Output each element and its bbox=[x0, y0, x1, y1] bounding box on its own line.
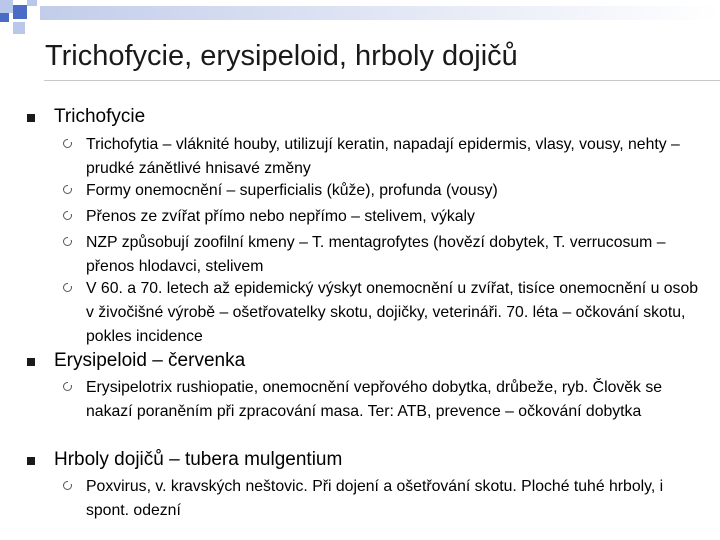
list-item bbox=[86, 179, 706, 203]
list-item-text: Erysipelotrix rushiopatie, onemocnění vepřového dobytka, drůbeže, ryb. Člověk se nakazí poraněním při zpracování masa. Ter: ATB, prevence – očkování dobytka bbox=[86, 379, 663, 420]
list-item bbox=[86, 133, 706, 181]
square-bullet-icon bbox=[27, 457, 35, 465]
ring-bullet-icon bbox=[63, 283, 72, 292]
section-hrboly bbox=[54, 449, 342, 471]
list-item bbox=[86, 205, 706, 229]
ring-bullet-icon bbox=[63, 185, 72, 194]
ring-bullet-icon bbox=[63, 139, 72, 148]
ring-bullet-icon bbox=[63, 237, 72, 246]
square-bullet-icon bbox=[27, 114, 35, 122]
list-item-text: V 60. a 70. letech až epidemický výskyt onemocnění u zvířat, tisíce onemocnění u osob v živočišné výrobě – ošetřovatelky skotu, dojičky, veterináři. 70. léta – očkování skotu, pokles incidence bbox=[86, 280, 699, 345]
list-item-text: Trichofytia – vláknité houby, utilizují keratin, napadají epidermis, vlasy, vousy, nehty – prudké zánětlivé hnisavé změny bbox=[86, 136, 680, 177]
section-heading: Hrboly dojičů – tubera mulgentium bbox=[54, 449, 343, 470]
section-heading: Erysipeloid – červenka bbox=[54, 350, 246, 371]
slide-title: Trichofycie, erysipeloid, hrboly dojičů bbox=[45, 40, 518, 72]
section-trichofycie bbox=[54, 106, 145, 128]
list-item-text: Přenos ze zvířat přímo nebo nepřímo – stelivem, výkaly bbox=[86, 208, 475, 225]
list-item bbox=[86, 231, 706, 279]
ring-bullet-icon bbox=[63, 211, 72, 220]
square-bullet-icon bbox=[27, 358, 35, 366]
list-item-text: Formy onemocnění – superficialis (kůže), profunda (vousy) bbox=[86, 182, 498, 199]
ring-bullet-icon bbox=[63, 382, 72, 391]
list-item-text: Poxvirus, v. kravských neštovic. Při dojení a ošetřování skotu. Ploché tuhé hrboly, i spont. odezní bbox=[86, 478, 664, 519]
list-item bbox=[86, 277, 706, 349]
section-heading: Trichofycie bbox=[54, 106, 146, 127]
list-item bbox=[86, 475, 706, 523]
list-item-text: NZP způsobují zoofilní kmeny – T. mentagrofytes (hovězí dobytek, T. verrucosum –přenos hlodavci, stelivem bbox=[86, 234, 666, 275]
ring-bullet-icon bbox=[63, 481, 72, 490]
section-erysipeloid bbox=[54, 350, 245, 372]
list-item bbox=[86, 376, 706, 424]
